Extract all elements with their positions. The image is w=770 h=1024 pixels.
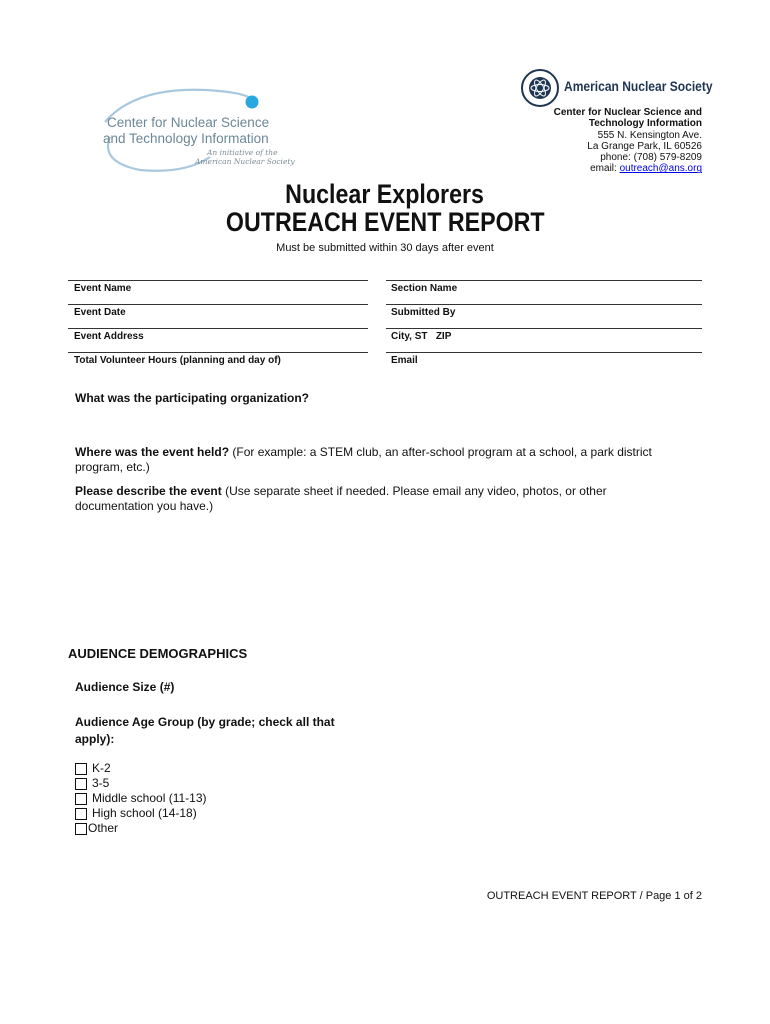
table-rule: [68, 280, 368, 281]
cnsti-name-line-1: Center for Nuclear Science: [107, 115, 270, 130]
table-rule: [386, 352, 702, 353]
address-street: 555 N. Kensington Ave.: [597, 129, 702, 141]
checkbox-option-other[interactable]: [75, 821, 118, 836]
address-city: La Grange Park, IL 60526: [587, 140, 702, 152]
audience-size-label: [75, 680, 174, 695]
email-link[interactable]: outreach@ans.org: [619, 163, 702, 175]
table-rule: [386, 280, 702, 281]
ans-name: American Nuclear Society: [564, 78, 713, 94]
field-submitted-by[interactable]: Submitted By: [391, 307, 456, 318]
address-org-line-1: Center for Nuclear Science and: [553, 107, 702, 118]
checkbox-label: Other: [88, 821, 119, 835]
question-location-rest: (For example: a STEM club, an after-school program at a school, a park district: [229, 445, 652, 459]
field-section-name[interactable]: Section Name: [391, 283, 458, 294]
address-org-line-2: Technology Information: [588, 118, 702, 130]
table-rule: [386, 304, 702, 305]
checkbox-icon[interactable]: [75, 823, 87, 835]
question-location-bold: Where was the event held?: [75, 445, 230, 459]
audience-size-text: Audience Size (#): [75, 680, 175, 694]
ans-logo: [520, 68, 713, 108]
checkbox-option-middle-school[interactable]: [75, 791, 207, 806]
page-footer: OUTREACH EVENT REPORT / Page 1 of 2: [486, 890, 702, 902]
checkbox-icon[interactable]: [75, 808, 87, 820]
audience-age-text-1: Audience Age Group (by grade; check all that: [75, 715, 335, 729]
table-rule: [68, 328, 368, 329]
cnsti-name-line-2: and Technology Information: [103, 131, 269, 146]
audience-age-text-2: apply):: [75, 732, 115, 746]
question-organization: [75, 391, 309, 406]
table-rule: [68, 352, 368, 353]
checkbox-option-3-5[interactable]: [75, 776, 109, 791]
field-volunteer-hours[interactable]: Total Volunteer Hours (planning and day of): [74, 355, 281, 366]
question-describe-rest-2: documentation you have.): [75, 499, 214, 513]
page-title: Nuclear Explorers: [285, 179, 485, 209]
address-phone: phone: (708) 579-8209: [600, 152, 702, 164]
audience-age-label: [75, 714, 335, 748]
checkbox-icon[interactable]: [75, 778, 87, 790]
address-block: [554, 107, 702, 175]
question-event-location: [75, 445, 715, 475]
checkbox-label: High school (14-18): [92, 806, 197, 820]
ans-seal-icon: [520, 68, 560, 108]
field-city-st-zip[interactable]: City, ST ZIP: [391, 331, 452, 342]
field-event-name[interactable]: Event Name: [74, 283, 132, 294]
question-describe-rest: (Use separate sheet if needed. Please email any video, photos, or other: [221, 484, 607, 498]
question-organization-text: What was the participating organization?: [75, 391, 310, 405]
checkbox-label: Middle school (11-13): [92, 791, 207, 805]
checkbox-label: K-2: [92, 761, 111, 775]
table-rule: [386, 328, 702, 329]
submission-note: Must be submitted within 30 days after event: [276, 242, 494, 254]
checkbox-label: 3-5: [92, 776, 110, 790]
field-event-address[interactable]: Event Address: [74, 331, 144, 342]
question-event-description: [75, 484, 715, 514]
email-prefix: email:: [590, 163, 620, 175]
field-email[interactable]: Email: [391, 355, 418, 366]
cnsti-sub-line-1: An initiative of the: [207, 148, 278, 157]
field-event-date[interactable]: Event Date: [74, 307, 126, 318]
section-heading-demographics: AUDIENCE DEMOGRAPHICS: [68, 646, 248, 661]
checkbox-option-high-school[interactable]: [75, 806, 197, 821]
cnsti-sub-line-2: American Nuclear Society: [195, 157, 295, 166]
cnsti-logo: [95, 82, 295, 174]
title-block: [0, 180, 770, 254]
question-describe-bold: Please describe the event: [75, 484, 222, 498]
checkbox-icon[interactable]: [75, 793, 87, 805]
question-location-rest-2: program, etc.): [75, 460, 150, 474]
address-email-row: [554, 163, 702, 174]
checkbox-icon[interactable]: [75, 763, 87, 775]
checkbox-option-k2[interactable]: [75, 761, 111, 776]
table-rule: [68, 304, 368, 305]
page-subtitle-title: OUTREACH EVENT REPORT: [225, 207, 545, 237]
